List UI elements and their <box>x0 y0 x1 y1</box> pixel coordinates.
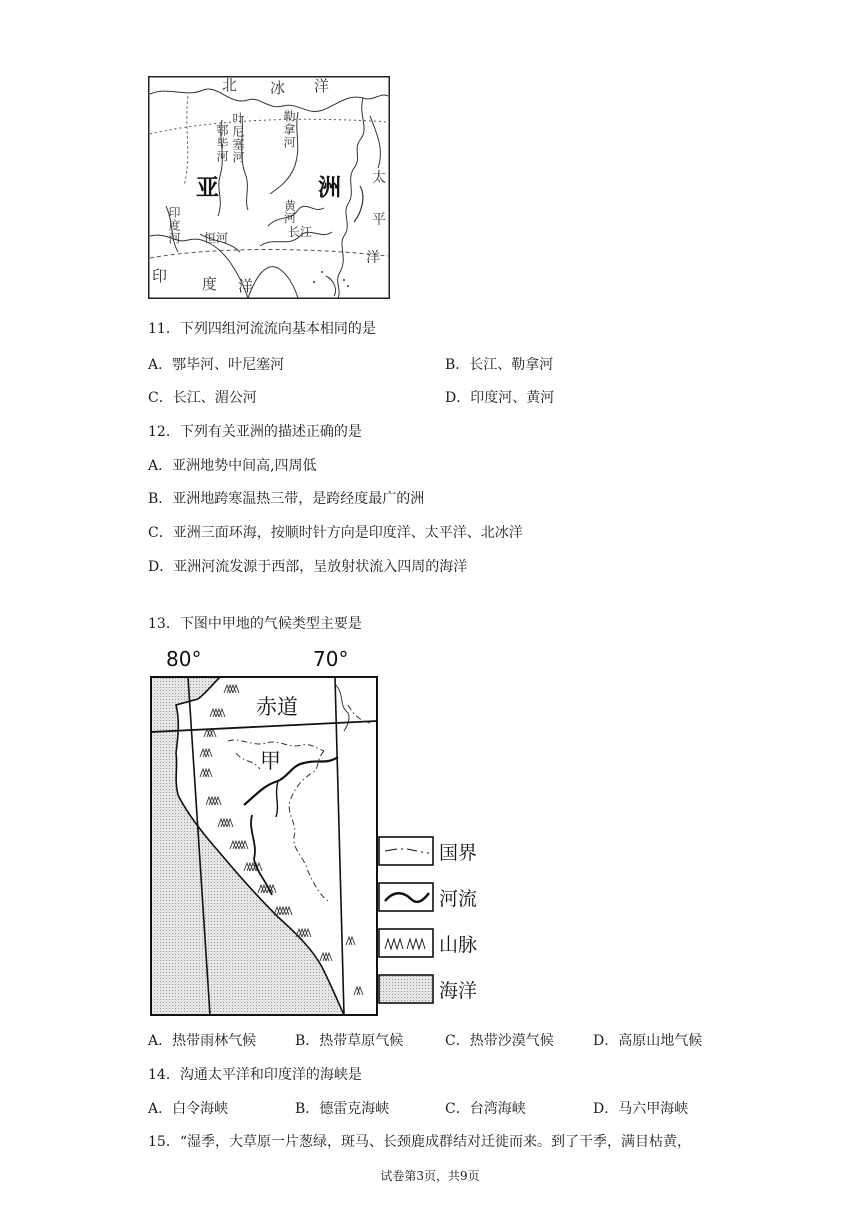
label-pacific-2: 平 <box>372 212 386 228</box>
q11-option-c[interactable]: C．长江、湄公河 <box>148 390 257 406</box>
label-indian-1: 印 <box>152 267 168 285</box>
q15-stem: 15．“湿季，大草原一片葱绿，斑马、长颈鹿成群结对迁徙而来。到了干季，满目枯黄， <box>148 1134 691 1150</box>
longitude-70-label: 70° <box>313 647 349 671</box>
q13-option-b[interactable]: B．热带草原气候 <box>295 1033 404 1049</box>
q14-option-b[interactable]: B．德雷克海峡 <box>295 1101 390 1117</box>
q13-option-c[interactable]: C．热带沙漠气候 <box>445 1033 554 1049</box>
label-arctic-3: 洋 <box>314 77 330 95</box>
label-asia-1: 亚 <box>196 174 219 201</box>
map-legend <box>377 835 489 1011</box>
q12-option-c[interactable]: C．亚洲三面环海，按顺时针方向是印度洋、太平洋、北冰洋 <box>148 525 523 541</box>
q12-option-a[interactable]: A．亚洲地势中间高,四周低 <box>148 458 317 474</box>
legend-border-label: 国界 <box>439 842 478 864</box>
legend-ocean-label: 海洋 <box>439 980 478 1002</box>
legend-river-label: 河流 <box>439 888 478 910</box>
q13-option-a[interactable]: A．热带雨林气候 <box>148 1033 257 1049</box>
q11-option-a[interactable]: A．鄂毕河、叶尼塞河 <box>148 357 285 373</box>
label-indus-river: 印度河 <box>167 206 181 245</box>
q14-option-c[interactable]: C．台湾海峡 <box>445 1101 526 1117</box>
q12-stem: 12．下列有关亚洲的描述正确的是 <box>148 424 362 440</box>
page-footer: 试卷第3页，共9页 <box>380 1169 480 1183</box>
label-arctic-2: 冰 <box>270 79 286 97</box>
label-yenisei-river: 叶尼塞河 <box>231 112 245 164</box>
south-america-map <box>148 645 490 1017</box>
legend-mountain-label: 山脉 <box>439 934 478 956</box>
label-ob-river: 鄂毕河 <box>215 124 229 163</box>
label-pacific-1: 太 <box>372 170 386 186</box>
q13-option-d[interactable]: D．高原山地气候 <box>593 1033 703 1049</box>
q11-option-b[interactable]: B．长江、勒拿河 <box>445 357 554 373</box>
asia-rivers-map <box>148 76 390 299</box>
q12-option-b[interactable]: B．亚洲地跨寒温热三带，是跨经度最广的洲 <box>148 491 425 507</box>
q11-stem: 11．下列四组河流流向基本相同的是 <box>148 321 376 337</box>
place-jia-label: 甲 <box>260 749 281 773</box>
q14-option-a[interactable]: A．白令海峡 <box>148 1101 229 1117</box>
label-huanghe: 黄河 <box>284 199 297 225</box>
equator-label: 赤道 <box>256 695 298 719</box>
label-indian-2: 度 <box>202 275 218 293</box>
longitude-80-label: 80° <box>166 647 202 671</box>
label-arctic-1: 北 <box>222 76 238 94</box>
label-asia-2: 洲 <box>318 174 341 201</box>
q13-stem: 13．下图中甲地的气候类型主要是 <box>148 616 362 632</box>
label-lena-river: 勒拿河 <box>282 110 296 149</box>
q12-option-d[interactable]: D．亚洲河流发源于西部，呈放射状流入四周的海洋 <box>148 559 468 575</box>
label-indian-3: 洋 <box>238 277 254 295</box>
q14-option-d[interactable]: D．马六甲海峡 <box>593 1101 689 1117</box>
label-ganges-river: 恒河 <box>204 231 229 245</box>
label-changjiang: 长江 <box>288 225 313 239</box>
q11-option-d[interactable]: D．印度河、黄河 <box>445 390 555 406</box>
label-pacific-3: 洋 <box>366 250 380 266</box>
q14-stem: 14．沟通太平洋和印度洋的海峡是 <box>148 1067 362 1083</box>
